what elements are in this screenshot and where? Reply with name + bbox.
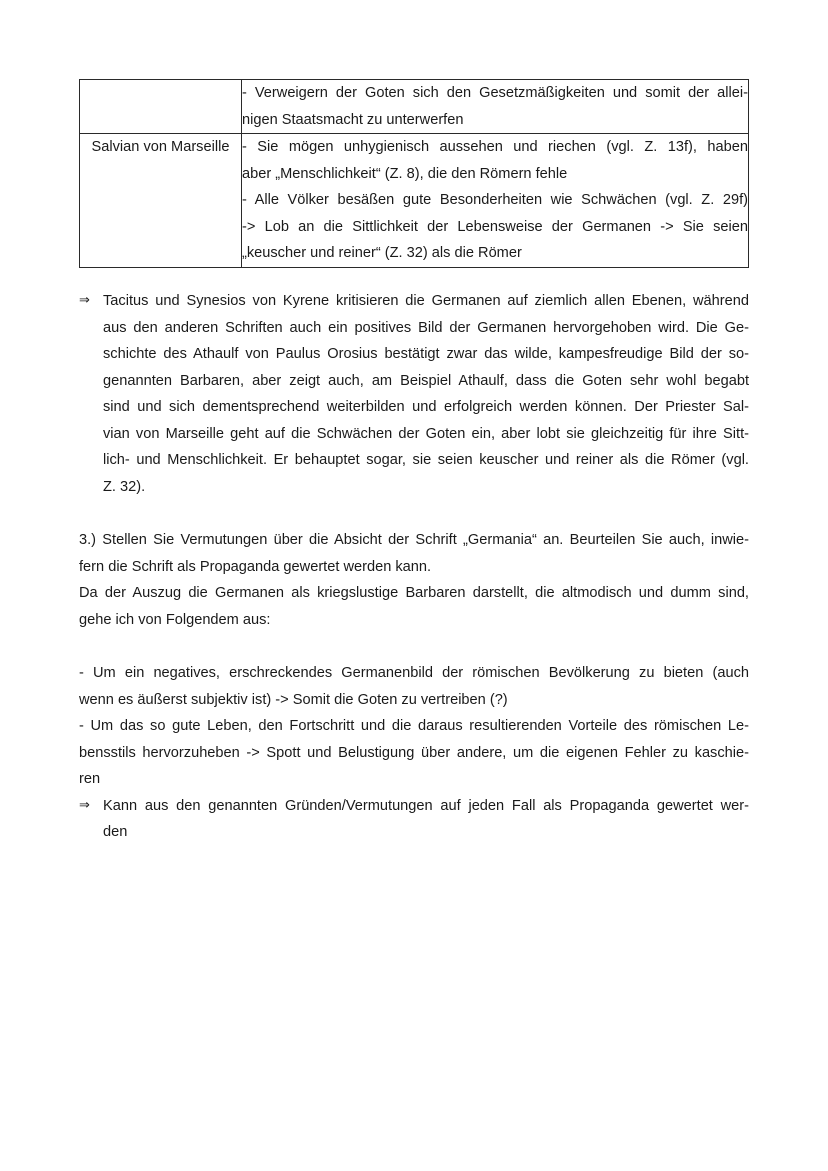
conclusion-paragraph (79, 288, 749, 500)
table-text-line: aber „Menschlichkeit“ (Z. 8), die den Römern fehle (242, 165, 568, 182)
bullet-line: wenn es äußerst subjektiv ist) -> Somit die Goten zu vertreiben (?) (79, 691, 508, 708)
task-line: fern die Schrift als Propaganda gewertet werden kann. (79, 558, 432, 575)
content-cell (242, 134, 749, 268)
table-row (80, 134, 749, 268)
table-text-line: - Sie mögen unhygienisch aussehen und riechen (vgl. Z. 13f), haben (242, 139, 748, 155)
list-item (79, 713, 749, 793)
author-cell (80, 80, 242, 134)
bullet-line: den (103, 824, 128, 840)
table-text-line: -> Lob an die Sittlichkeit der Lebensweise der Germanen -> Sie seien (242, 218, 748, 235)
answer-intro (79, 580, 749, 633)
list-item (79, 660, 749, 713)
task-line: 3.) Stellen Sie Vermutungen über die Absicht der Schrift „Germania“ an. Beurteilen Sie auch, inwie- (79, 532, 749, 548)
bullet-line: bensstils hervorzuheben -> Spott und Belustigung über andere, um die eigenen Fehler zu kaschie- (79, 744, 749, 761)
paragraph-line: Z. 32). (103, 478, 146, 495)
sources-table (79, 79, 749, 268)
table-text-line: - Verweigern der Goten sich den Gesetzmäßigkeiten und somit der allei- (242, 85, 748, 101)
paragraph-line: sind und sich dementsprechend weiterbilden und erfolgreich werden können. Der Priester Sal- (103, 399, 749, 415)
bullet-line: Kann aus den genannten Gründen/Vermutungen auf jeden Fall als Propaganda gewertet wer- (103, 797, 749, 814)
bullet-line: - Um ein negatives, erschreckendes Germanenbild der römischen Bevölkerung zu bieten (auch (79, 665, 749, 681)
paragraph-line: vian von Marseille geht auf die Schwächen der Goten ein, aber lobt sie gleichzeitig für ihre Sitt- (103, 425, 749, 442)
paragraph-line: Tacitus und Synesios von Kyrene kritisieren die Germanen auf ziemlich allen Ebenen, während (103, 293, 749, 309)
table-text-line: nigen Staatsmacht zu unterwerfen (242, 111, 464, 128)
table-text-line: - Alle Völker besäßen gute Besonderheiten wie Schwächen (vgl. Z. 29f) (242, 192, 748, 208)
intro-line: gehe ich von Folgendem aus: (79, 611, 271, 628)
table-text-line: „keuscher und reiner“ (Z. 32) als die Römer (242, 245, 522, 261)
final-conclusion-item (79, 793, 749, 846)
answer-bullets (79, 660, 749, 846)
paragraph-line: lich- und Menschlichkeit. Er behauptet sogar, sie seien keuscher und reiner als die Römer (vgl. (103, 452, 749, 468)
implies-arrow-icon: ⇒ (79, 797, 90, 813)
intro-line: Da der Auszug die Germanen als kriegslustige Barbaren darstellt, die altmodisch und dumm sind, (79, 585, 749, 601)
content-cell (242, 80, 749, 134)
task-section-3 (79, 527, 749, 633)
task-question (79, 527, 749, 580)
author-cell: Salvian von Marseille (80, 134, 242, 268)
paragraph-line: schichte des Athaulf von Paulus Orosius bestätigt zwar das wilde, kampesfreudige Bild der so- (103, 346, 749, 362)
table-row (80, 80, 749, 134)
bullet-line: ren (79, 771, 101, 787)
implies-arrow-icon: ⇒ (79, 293, 90, 308)
conclusion-item (79, 288, 749, 500)
paragraph-line: aus den anderen Schriften auch ein positives Bild der Germanen hervorgehoben wird. Die Ge- (103, 319, 749, 336)
paragraph-line: genannten Barbaren, aber zeigt auch, am Beispiel Athaulf, dass die Goten sehr wohl begabt (103, 372, 749, 389)
bullet-line: - Um das so gute Leben, den Fortschritt und die daraus resultierenden Vorteile des römischen Le- (79, 718, 749, 734)
